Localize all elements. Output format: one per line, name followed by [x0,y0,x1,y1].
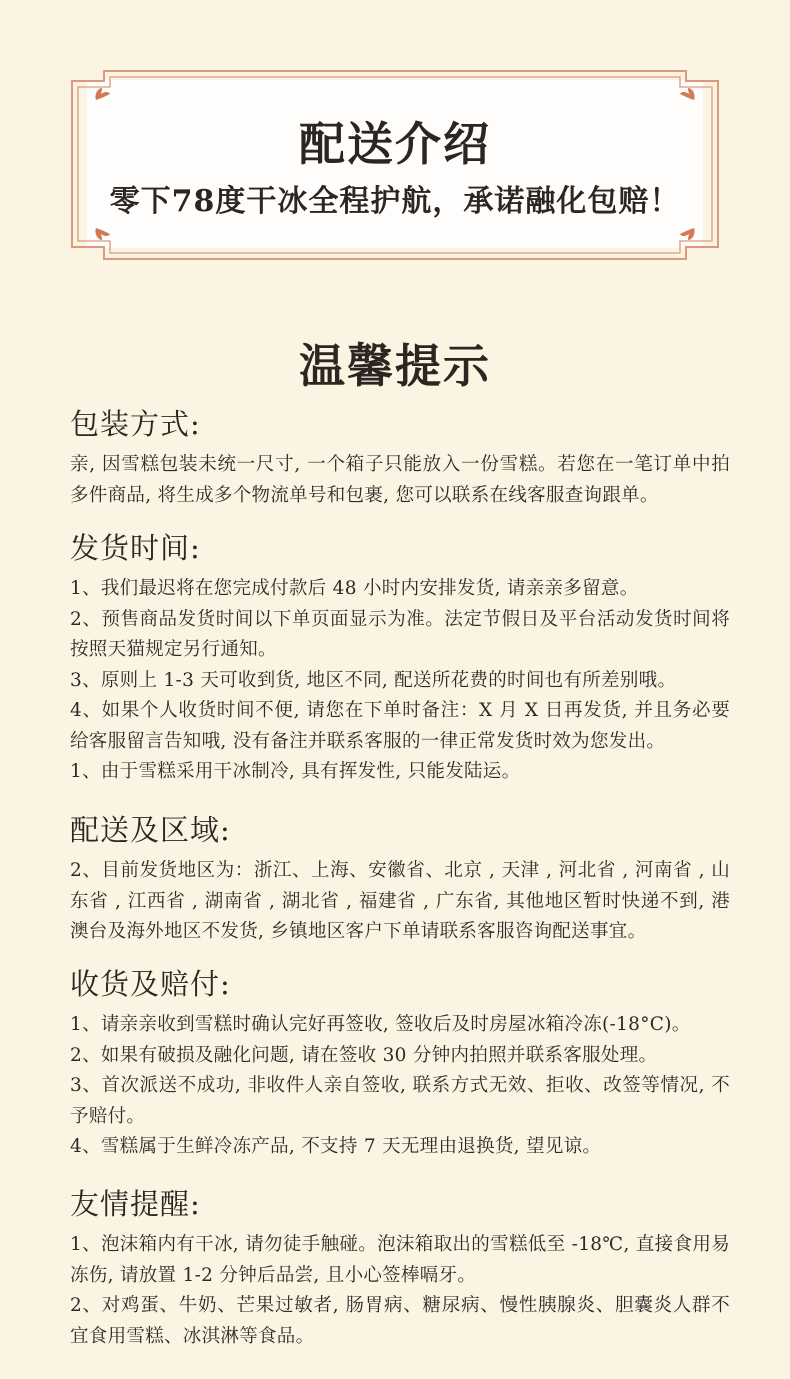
section-paragraph: 2、对鸡蛋、牛奶、芒果过敏者, 肠胃病、糖尿病、慢性胰腺炎、胆囊炎人群不宜食用雪糕、冰淇淋等食品。 [70,1295,730,1347]
section-heading: 友情提醒: [70,1187,201,1221]
section-paragraph: 1、泡沫箱内有干冰, 请勿徒手触碰。泡沫箱取出的雪糕低至 -18℃, 直接食用易冻伤, 请放置 1-2 分钟后品尝, 且小心签棒嗝牙。 [70,1234,730,1286]
section-paragraph: 亲, 因雪糕包装未统一尺寸, 一个箱子只能放入一份雪糕。若您在一笔订单中拍多件商品, 将生成多个物流单号和包裹, 您可以联系在线客服查询跟单。 [70,454,730,506]
banner-title: 配送介绍 [299,117,491,171]
section-receipt-compensation [70,964,730,1163]
section-heading: 发货时间: [70,531,201,565]
section-shipping-time [70,528,730,788]
section-paragraph: 1、我们最迟将在您完成付款后 48 小时内安排发货, 请亲亲多留意。 [70,578,639,599]
section-paragraph: 1、请亲亲收到雪糕时确认完好再签收, 签收后及时房屋冰箱冷冻(-18°C)。 [70,1014,691,1035]
intro-banner [0,0,790,280]
section-paragraph: 3、原则上 1-3 天可收到货, 地区不同, 配送所花费的时间也有所差别哦。 [70,669,677,691]
section-heading: 收货及赔付: [70,967,231,1001]
section-paragraph: 2、目前发货地区为：浙江、上海、安徽省、北京 , 天津 , 河北省 , 河南省 , 山东省 , 江西省 , 湖南省 , 湖北省 , 福建省 , 广东省, 其他地区暂时快递不到, 港澳台及海外地区不发货, 乡镇地区客户下单请联系客服咨询配送事宜。 [70,860,730,942]
section-paragraph: 1、由于雪糕采用干冰制冷, 具有挥发性, 只能发陆运。 [70,761,521,782]
section-paragraph: 2、如果有破损及融化问题, 请在签收 30 分钟内拍照并联系客服处理。 [70,1044,658,1066]
section-paragraph: 3、首次派送不成功, 非收件人亲自签收, 联系方式无效、拒收、改签等情况, 不予赔付。 [70,1075,730,1127]
section-paragraph: 4、雪糕属于生鲜冷冻产品, 不支持 7 天无理由退换货, 望见谅。 [70,1136,602,1157]
tips-title: 温馨提示 [299,339,491,393]
section-packaging [70,404,730,511]
banner-subtitle: 零下78度干冰全程护航，承诺融化包赔！ [109,184,681,219]
section-heading: 包装方式: [70,407,201,441]
section-paragraph: 2、预售商品发货时间以下单页面显示为准。法定节假日及平台活动发货时间将按照天猫规定另行通知。 [70,608,730,660]
section-friendly-reminder [70,1184,730,1352]
section-delivery-region [70,810,730,948]
section-heading: 配送及区域: [70,813,231,847]
section-paragraph: 4、如果个人收货时间不便, 请您在下单时备注：X 月 X 日再发货, 并且务必要给客服留言告知哦, 没有备注并联系客服的一律正常发货时效为您发出。 [70,700,730,752]
